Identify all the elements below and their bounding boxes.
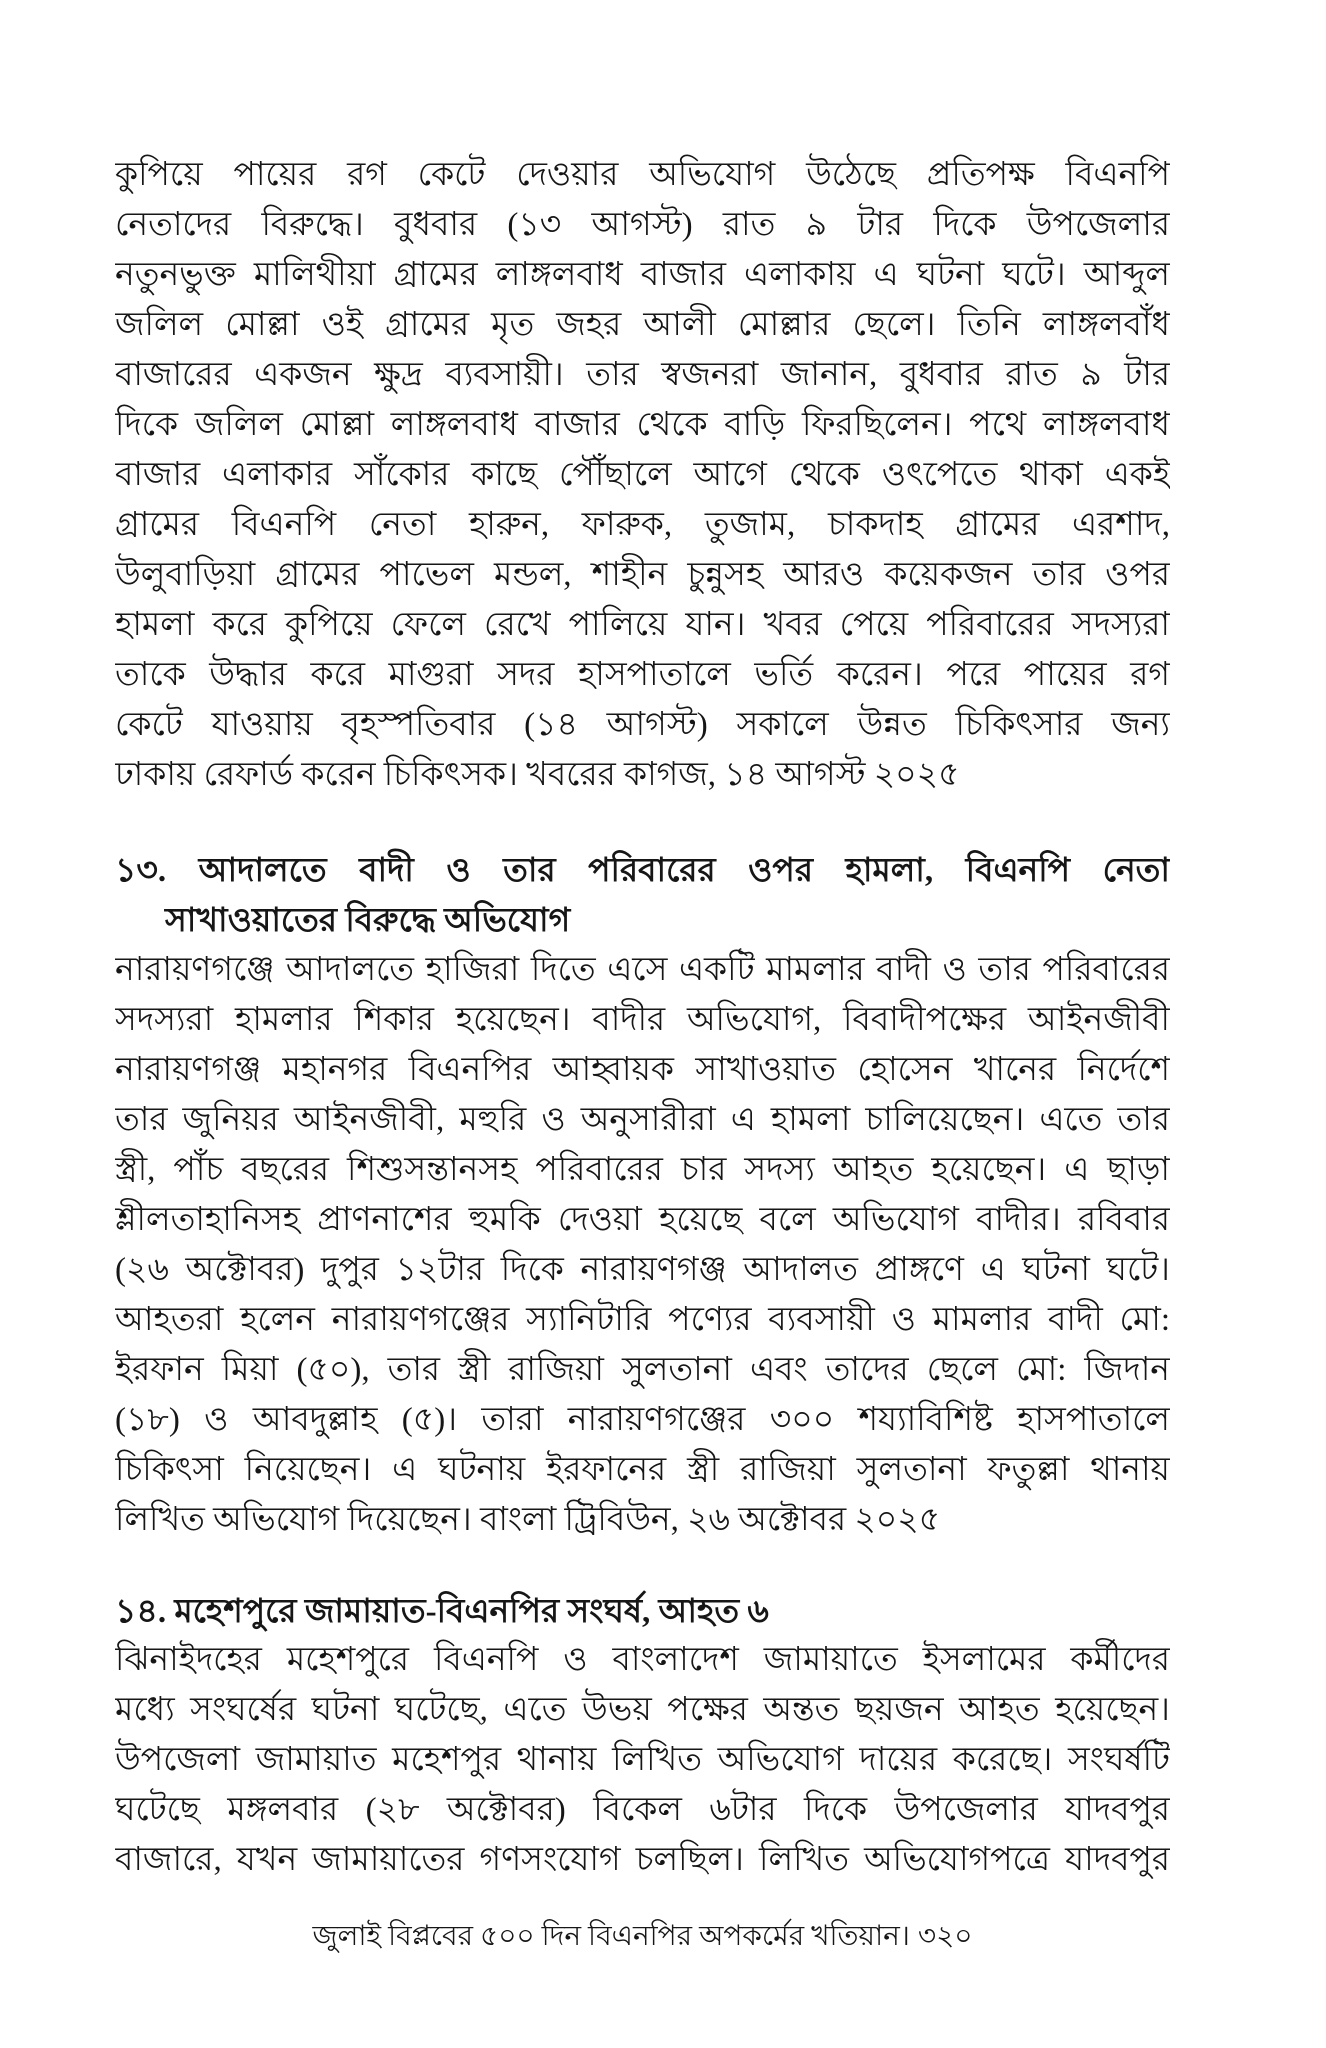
section-14-number: ১৪. [115,1594,167,1630]
text-line: বাজার এলাকার সাঁকোর কাছে পৌঁছালে আগে থেকে ওৎপেতে থাকা একই [115,457,1170,493]
section-14-heading-line-1 [115,1587,1170,1637]
text-line: শ্লীলতাহানিসহ প্রাণনাশের হুমকি দেওয়া হয়েছে বলে অভিযোগ বাদীর। রবিবার [115,1202,1170,1238]
footer-book-title: জুলাই বিপ্লবের ৫০০ দিন বিএনপির অপকর্মের খতিয়ান। [312,1921,910,1952]
text-line: ঘটেছে মঙ্গলবার (২৮ অক্টোবর) বিকেল ৬টার দিকে উপজেলার যাদবপুর [115,1792,1170,1828]
section-13-title: আদালতে বাদী ও তার পরিবারের ওপর হামলা, বিএনপি নেতা [198,853,1170,889]
text-line: গ্রামের বিএনপি নেতা হারুন, ফারুক, তুজাম, চাকদাহ গ্রামের এরশাদ, [115,507,1170,543]
section-13-number: ১৩. [115,853,167,889]
text-line: স্ত্রী, পাঁচ বছরের শিশুসন্তানসহ পরিবারের চার সদস্য আহত হয়েছেন। এ ছাড়া [115,1152,1170,1188]
text-line: দিকে জলিল মোল্লা লাঙ্গলবাধ বাজার থেকে বাড়ি ফিরছিলেন। পথে লাঙ্গলবাধ [115,407,1170,443]
text-line: ঝিনাইদহের মহেশপুরে বিএনপি ও বাংলাদেশ জামায়াতে ইসলামের কর্মীদের [115,1642,1170,1678]
text-line: হামলা করে কুপিয়ে ফেলে রেখে পালিয়ে যান। খবর পেয়ে পরিবারের সদস্যরা [115,607,1170,643]
section-13-paragraph [115,945,1170,1545]
text-line: নারায়ণগঞ্জে আদালতে হাজিরা দিতে এসে একটি মামলার বাদী ও তার পরিবারের [115,952,1170,988]
text-line: সদস্যরা হামলার শিকার হয়েছেন। বাদীর অভিযোগ, বিবাদীপক্ষের আইনজীবী [115,1002,1170,1038]
text-line: নারায়ণগঞ্জ মহানগর বিএনপির আহ্বায়ক সাখাওয়াত হোসেন খানের নির্দেশে [115,1052,1170,1088]
text-line: কুপিয়ে পায়ের রগ কেটে দেওয়ার অভিযোগ উঠেছে প্রতিপক্ষ বিএনপি [115,157,1170,193]
text-line: ঢাকায় রেফার্ড করেন চিকিৎসক। খবরের কাগজ, ১৪ আগস্ট ২০২৫ [115,757,960,793]
section-14-paragraph [115,1635,1170,1885]
text-line: তার জুনিয়র আইনজীবী, মহুরি ও অনুসারীরা এ হামলা চালিয়েছেন। এতে তার [115,1102,1170,1138]
text-line: উপজেলা জামায়াত মহেশপুর থানায় লিখিত অভিযোগ দায়ের করেছে। সংঘর্ষটি [115,1742,1170,1778]
text-line: মধ্যে সংঘর্ষের ঘটনা ঘটেছে, এতে উভয় পক্ষের অন্তত ছয়জন আহত হয়েছেন। [115,1692,1170,1728]
text-line: তাকে উদ্ধার করে মাগুরা সদর হাসপাতালে ভর্তি করেন। পরে পায়ের রগ [115,657,1170,693]
intro-paragraph [115,150,1170,800]
text-line: (১৮) ও আবদুল্লাহ (৫)। তারা নারায়ণগঞ্জের ৩০০ শয্যাবিশিষ্ট হাসপাতালে [115,1402,1170,1438]
text-line: কেটে যাওয়ায় বৃহস্পতিবার (১৪ আগস্ট) সকালে উন্নত চিকিৎসার জন্য [115,707,1170,743]
section-14-heading [115,1587,1170,1637]
text-line: (২৬ অক্টোবর) দুপুর ১২টার দিকে নারায়ণগঞ্জ আদালত প্রাঙ্গণে এ ঘটনা ঘটে। [115,1252,1170,1288]
text-line: উলুবাড়িয়া গ্রামের পাভেল মন্ডল, শাহীন চুন্নুসহ আরও কয়েকজন তার ওপর [115,557,1170,593]
text-line: লিখিত অভিযোগ দিয়েছেন। বাংলা ট্রিবিউন, ২৬ অক্টোবর ২০২৫ [115,1502,941,1538]
text-line: বাজারে, যখন জামায়াতের গণসংযোগ চলছিল। লিখিত অভিযোগপত্রে যাদবপুর [115,1842,1170,1878]
section-14-title: মহেশপুরে জামায়াত-বিএনপির সংঘর্ষ, আহত ৬ [174,1594,769,1630]
text-line: নেতাদের বিরুদ্ধে। বুধবার (১৩ আগস্ট) রাত ৯ টার দিকে উপজেলার [115,207,1170,243]
page-footer [115,1912,1170,1962]
text-line: জলিল মোল্লা ওই গ্রামের মৃত জহর আলী মোল্লার ছেলে। তিনি লাঙ্গলবাঁধ [115,307,1170,343]
footer-page-number: ৩২০ [917,1921,973,1952]
section-13-heading-line-1 [115,846,1170,896]
text-line: নতুনভুক্ত মালিথীয়া গ্রামের লাঙ্গলবাধ বাজার এলাকায় এ ঘটনা ঘটে। আব্দুল [115,257,1170,293]
text-line: আহতরা হলেন নারায়ণগঞ্জের স্যানিটারি পণ্যের ব্যবসায়ী ও মামলার বাদী মো: [115,1302,1170,1338]
section-13-heading [115,846,1170,946]
text-line: ইরফান মিয়া (৫০), তার স্ত্রী রাজিয়া সুলতানা এবং তাদের ছেলে মো: জিদান [115,1352,1170,1388]
text-line: বাজারের একজন ক্ষুদ্র ব্যবসায়ী। তার স্বজনরা জানান, বুধবার রাত ৯ টার [115,357,1170,393]
section-13-heading-line-2: সাখাওয়াতের বিরুদ্ধে অভিযোগ [165,903,571,939]
text-line: চিকিৎসা নিয়েছেন। এ ঘটনায় ইরফানের স্ত্রী রাজিয়া সুলতানা ফতুল্লা থানায় [115,1452,1170,1488]
